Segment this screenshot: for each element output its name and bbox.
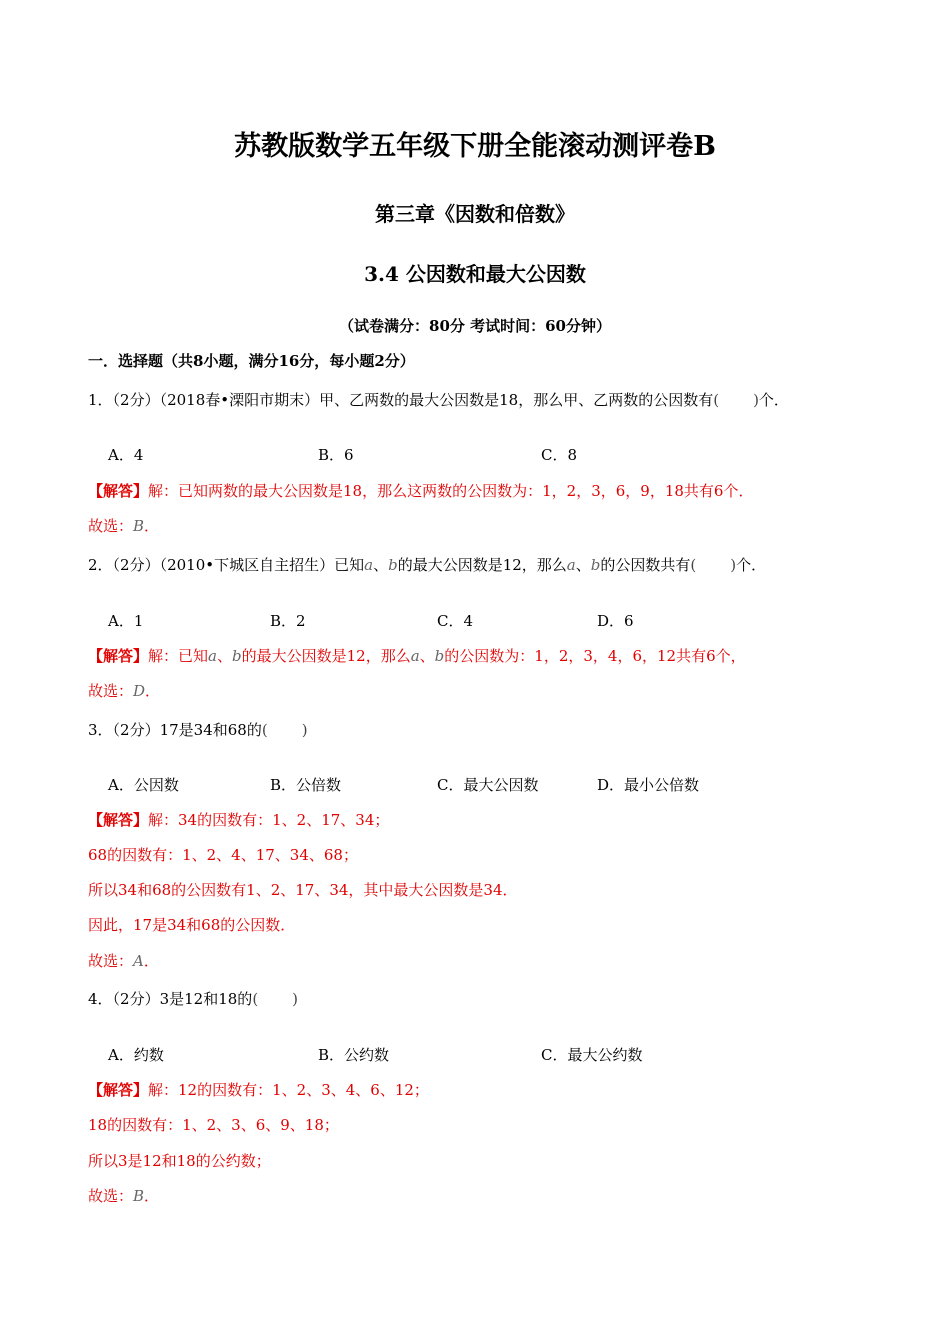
question-2-var-a-2: a [566, 556, 576, 574]
question-2-option-a: A．1 [108, 612, 144, 630]
question-3-choice-letter: A [133, 952, 144, 970]
document-title: 苏教版数学五年级下册全能滚动测评卷B [234, 131, 716, 162]
question-2-ans-var-a-2: a [410, 647, 420, 665]
question-2-text: 2．（2分）（2010•下城区自主招生）已知 [88, 556, 365, 574]
question-1-text: 1．（2分）（2018春•溧阳市期末）甲、乙两数的最大公因数是18，那么甲、乙两数的公因数有 [88, 391, 714, 409]
question-2-option-c: C．4 [437, 612, 474, 630]
chapter-title: 第三章《因数和倍数》 [375, 202, 575, 226]
question-3-option-d: D．最小公倍数 [597, 776, 700, 794]
question-4-stem [88, 988, 298, 1009]
question-2-answer-mid: 的最大公因数是12，那么 [241, 647, 411, 665]
question-1-tail: 个． [758, 391, 789, 409]
question-2-answer [88, 645, 746, 666]
question-2-ans-sep: 、 [216, 647, 232, 665]
question-1-answer [88, 480, 753, 501]
question-3-choice [88, 950, 159, 971]
question-3-paren-close: ) [301, 721, 308, 739]
lesson-title: 3.4 公因数和最大公因数 [364, 262, 586, 286]
choice-suffix: ． [143, 952, 159, 970]
question-4-text: 4．（2分）3是12和18的 [88, 990, 253, 1008]
question-1-choice-letter: B [133, 517, 145, 535]
question-1-paren-open: ( [713, 391, 720, 409]
question-3-answer-line-4: 因此，17是34和68的公因数． [88, 916, 296, 934]
question-3-answer-text-1: 解：34的因数有：1、2、17、34； [148, 811, 390, 829]
choice-suffix: ． [145, 682, 161, 700]
question-2-paren-close: ) [730, 556, 737, 574]
question-1-stem [88, 389, 789, 410]
answer-tag: 【解答】 [88, 1081, 149, 1099]
choice-prefix: 故选： [88, 682, 134, 700]
question-2-var-a: a [364, 556, 374, 574]
question-2-choice-letter: D [133, 682, 146, 700]
question-4-paren-open: ( [252, 990, 259, 1008]
question-4-choice [88, 1185, 159, 1206]
question-4-paren-close: ) [292, 990, 299, 1008]
question-1-option-c: C．8 [541, 446, 578, 464]
question-4-answer-line-3: 所以3是12和18的公约数； [88, 1152, 271, 1170]
section-heading: 一．选择题（共8小题，满分16分，每小题2分） [88, 352, 415, 370]
question-4-option-c: C．最大公约数 [541, 1046, 643, 1064]
choice-prefix: 故选： [88, 952, 134, 970]
choice-prefix: 故选： [88, 1187, 134, 1205]
question-4-answer-line-1 [88, 1079, 429, 1100]
question-4-option-a: A．约数 [108, 1046, 164, 1064]
question-3-answer-line-2: 68的因数有：1、2、4、17、34、68； [88, 846, 358, 864]
answer-tag: 【解答】 [88, 811, 149, 829]
choice-suffix: ． [144, 1187, 160, 1205]
question-2-option-d: D．6 [597, 612, 634, 630]
question-2-text-mid2: 的公因数共有 [600, 556, 691, 574]
choice-suffix: ． [144, 517, 160, 535]
question-1-option-a: A．4 [108, 446, 144, 464]
question-1-answer-text: 解：已知两数的最大公因数是18，那么这两数的公因数为：1，2，3，6，9，18共有6个． [148, 482, 754, 500]
question-3-paren-open: ( [261, 721, 268, 739]
question-2-stem [88, 554, 766, 575]
question-4-option-b: B．公约数 [318, 1046, 390, 1064]
question-2-ans-var-a: a [208, 647, 217, 665]
question-2-choice [88, 680, 160, 701]
question-1-paren-close: ) [753, 391, 759, 409]
question-2-var-b-2: b [590, 556, 601, 574]
question-3-option-a: A．公因数 [108, 776, 179, 794]
question-2-paren-open: ( [690, 556, 697, 574]
question-4-answer-line-2: 18的因数有：1、2、3、6、9、18； [88, 1116, 339, 1134]
choice-prefix: 故选： [88, 517, 134, 535]
question-2-option-b: B．2 [270, 612, 306, 630]
question-3-answer-line-1 [88, 809, 389, 830]
question-1-choice [88, 515, 159, 536]
question-3-stem [88, 719, 308, 740]
question-1-option-b: B．6 [318, 446, 354, 464]
question-4-choice-letter: B [133, 1187, 145, 1205]
question-2-answer-end: 的公因数为：1，2，3，4，6，12共有6个， [444, 647, 746, 665]
question-2-sep: 、 [373, 556, 389, 574]
exam-info: （试卷满分：80分 考试时间：60分钟） [339, 317, 611, 335]
question-4-answer-text-1: 解：12的因数有：1、2、3、4、6、12； [148, 1081, 429, 1099]
question-3-option-c: C．最大公因数 [437, 776, 539, 794]
question-2-sep-2: 、 [575, 556, 591, 574]
question-2-var-b: b [388, 556, 398, 574]
question-2-ans-sep-2: 、 [419, 647, 435, 665]
question-2-ans-var-b-2: b [434, 647, 445, 665]
question-2-answer-a: 解：已知 [148, 647, 209, 665]
question-2-text-mid: 的最大公因数是12，那么 [397, 556, 567, 574]
question-2-ans-var-b: b [232, 647, 242, 665]
question-2-tail: 个． [736, 556, 767, 574]
question-3-text: 3．（2分）17是34和68的 [88, 721, 262, 739]
question-3-option-b: B．公倍数 [270, 776, 342, 794]
question-3-answer-line-3: 所以34和68的公因数有1、2、17、34，其中最大公因数是34． [88, 881, 518, 899]
answer-tag: 【解答】 [88, 482, 149, 500]
answer-tag: 【解答】 [88, 647, 149, 665]
